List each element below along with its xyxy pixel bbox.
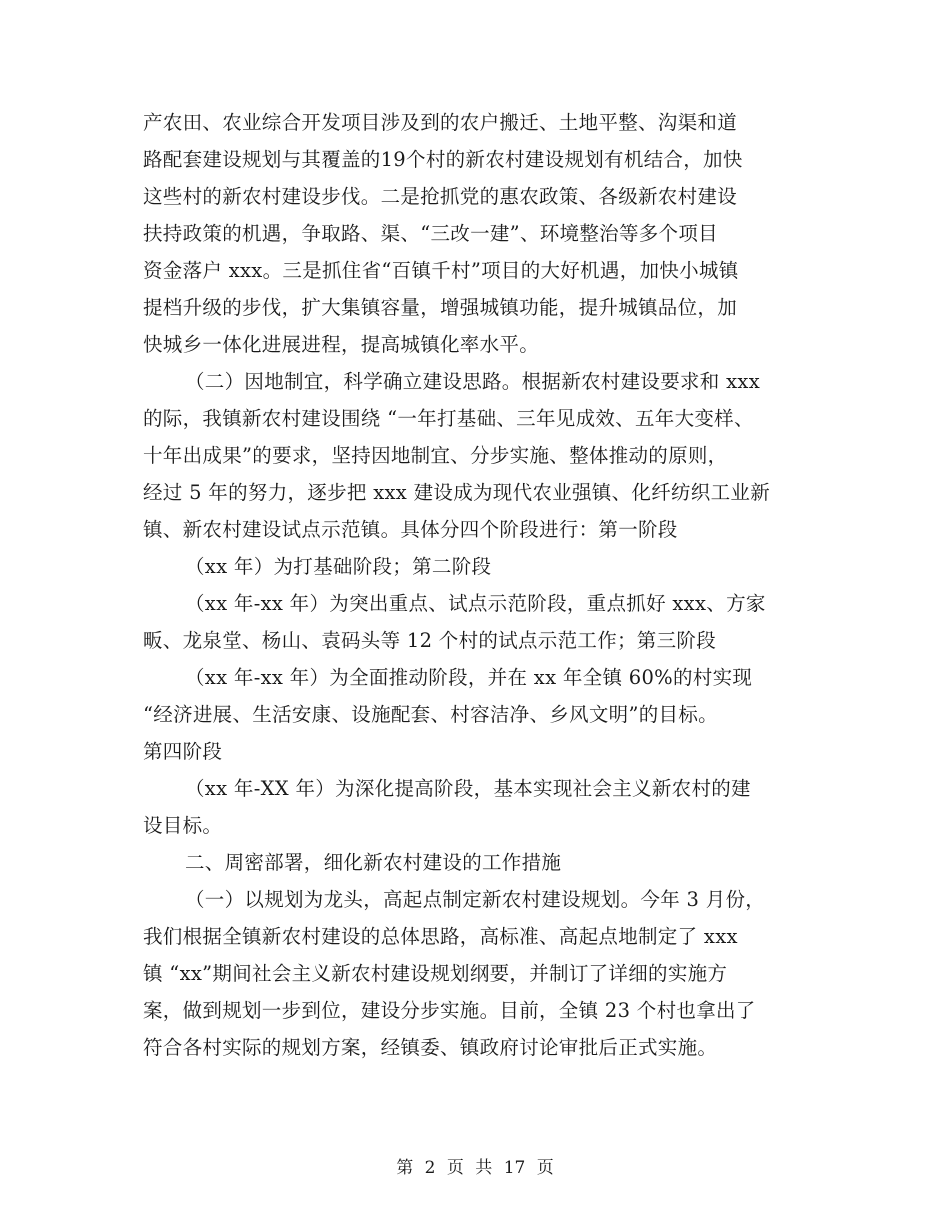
text-line: 我们根据全镇新农村建设的总体思路，高标准、高起点地制定了 xxx bbox=[143, 925, 738, 948]
text-line: （二）因地制宜，科学确立建设思路。根据新农村建设要求和 xxx bbox=[185, 370, 760, 393]
text-line: （xx 年-XX 年）为深化提高阶段，基本实现社会主义新农村的建 bbox=[185, 777, 751, 800]
text-line: 经过 5 年的努力，逐步把 xxx 建设成为现代农业强镇、化纤纺织工业新 bbox=[143, 481, 770, 504]
text-line: 产农田、农业综合开发项目涉及到的农户搬迁、土地平整、沟渠和道 bbox=[143, 111, 738, 134]
text-line: 快城乡一体化进展进程，提高城镇化率水平。 bbox=[143, 333, 540, 356]
text-line: 路配套建设规划与其覆盖的19个村的新农村建设规划有机结合，加快 bbox=[143, 148, 743, 171]
text-line: 镇 “xx”期间社会主义新农村建设规划纲要，并制订了详细的实施方 bbox=[143, 962, 728, 985]
text-line: 的际，我镇新农村建设围绕 “一年打基础、三年见成效、五年大变样、 bbox=[143, 407, 754, 430]
text-line: （xx 年）为打基础阶段；第二阶段 bbox=[185, 555, 492, 578]
text-line: 这些村的新农村建设步伐。二是抢抓党的惠农政策、各级新农村建设 bbox=[143, 185, 738, 208]
section-heading: 二、周密部署，细化新农村建设的工作措施 bbox=[185, 851, 562, 874]
text-line: “经济进展、生活安康、设施配套、村容洁净、乡风文明”的目标。 bbox=[143, 703, 718, 726]
text-line: 第四阶段 bbox=[143, 740, 223, 763]
page-number-footer: 第 2 页 共 17 页 bbox=[396, 1158, 554, 1178]
text-line: 扶持政策的机遇，争取路、渠、“三改一建”、环境整治等多个项目 bbox=[143, 222, 718, 245]
text-line: 资金落户 xxx。三是抓住省“百镇千村”项目的大好机遇，加快小城镇 bbox=[143, 259, 739, 282]
text-line: 畈、龙泉堂、杨山、袁码头等 12 个村的试点示范工作；第三阶段 bbox=[143, 629, 717, 652]
text-line: （xx 年-xx 年）为突出重点、试点示范阶段，重点抓好 xxx、方家 bbox=[185, 592, 766, 615]
text-line: 符合各村实际的规划方案，经镇委、镇政府讨论审批后正式实施。 bbox=[143, 1036, 718, 1059]
text-line: 提档升级的步伐，扩大集镇容量，增强城镇功能，提升城镇品位，加 bbox=[143, 296, 738, 319]
text-line: （一）以规划为龙头，高起点制定新农村建设规划。今年 3 月份， bbox=[185, 888, 766, 911]
text-line: （xx 年-xx 年）为全面推动阶段，并在 xx 年全镇 60%的村实现 bbox=[185, 666, 753, 689]
text-line: 十年出成果”的要求，坚持因地制宜、分步实施、整体推动的原则， bbox=[143, 444, 728, 467]
text-line: 设目标。 bbox=[143, 814, 223, 837]
text-line: 案，做到规划一步到位，建设分步实施。目前，全镇 23 个村也拿出了 bbox=[143, 999, 756, 1022]
text-line: 镇、新农村建设试点示范镇。具体分四个阶段进行：第一阶段 bbox=[143, 518, 678, 541]
